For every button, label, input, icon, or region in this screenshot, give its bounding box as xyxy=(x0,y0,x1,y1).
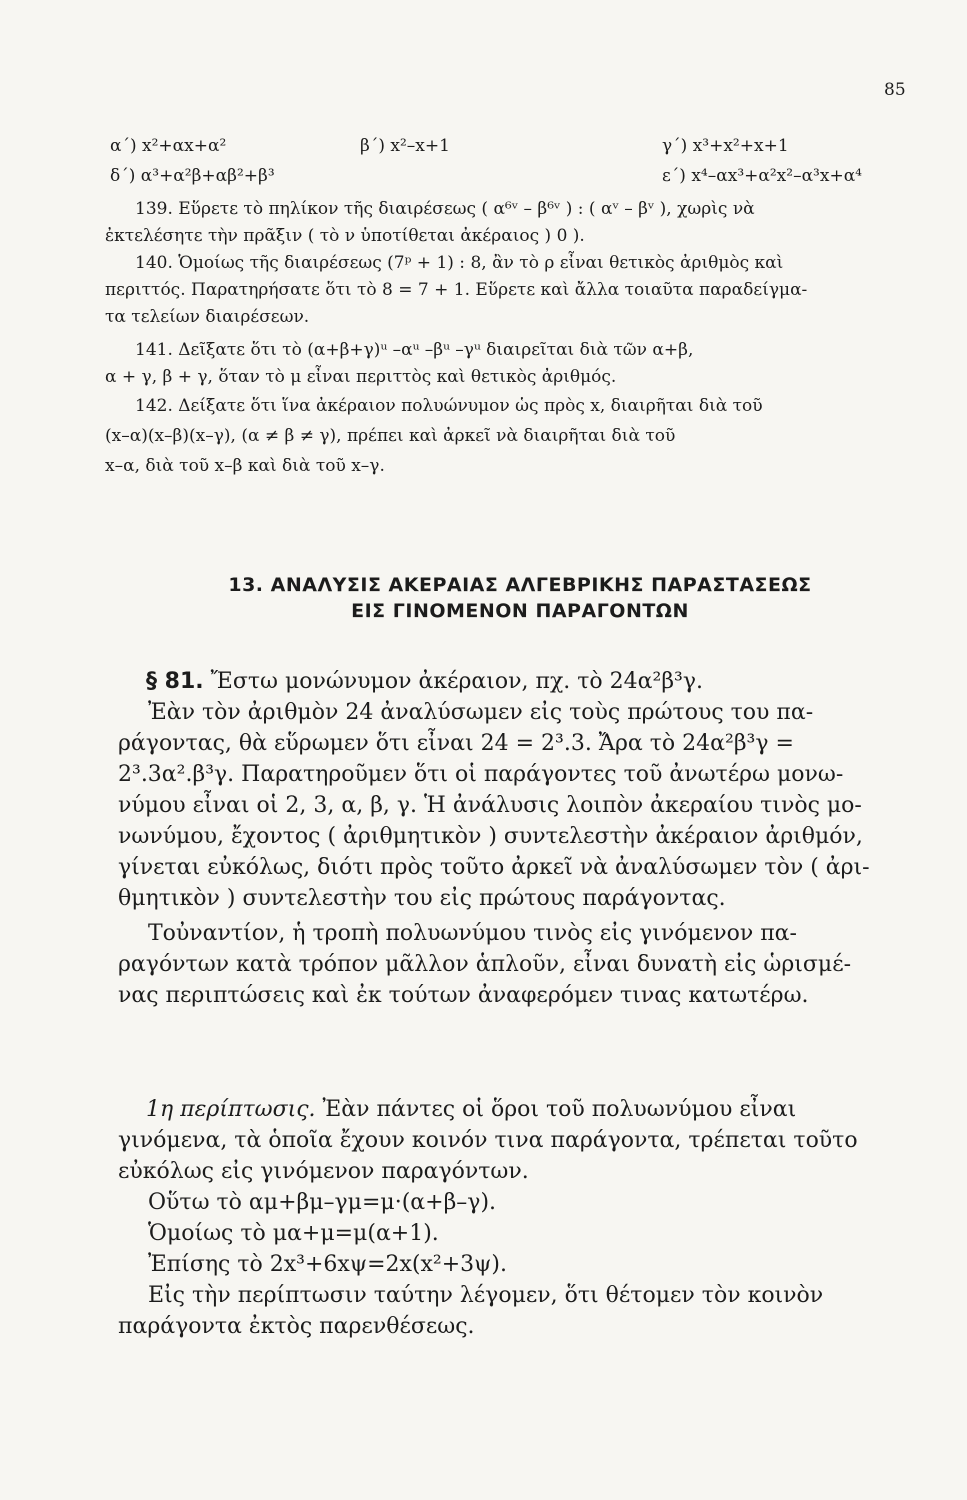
exercise-141-line: α + γ, β + γ, ὅταν τὸ μ εἶναι περιττὸς καὶ θετικὸς ἀριθμός. xyxy=(105,367,617,387)
paragraph-line: Ἐὰν πάντες οἱ ὅροι τοῦ πολυωνύμου εἶναι xyxy=(315,1097,797,1122)
exercise-142-line: 142. Δείξατε ὅτι ἵνα ἀκέραιον πολυώνυμον ὡς πρὸς x, διαιρῆται διὰ τοῦ xyxy=(135,396,763,416)
exercise-142-line: x–α, διὰ τοῦ x–β καὶ διὰ τοῦ x–γ. xyxy=(105,456,385,476)
paragraph-line: Τοὐναντίον, ἡ τροπὴ πολυωνύμου τινὸς εἰς γινόμενον πα- xyxy=(148,921,797,946)
exercises-block xyxy=(105,196,925,480)
section-heading-line: 13. ΑΝΑΛΥΣΙΣ ΑΚΕΡΑΙΑΣ ΑΛΓΕΒΡΙΚΗΣ ΠΑΡΑΣΤΑΣΕΩΣ xyxy=(228,574,812,596)
paragraph-line: εὐκόλως εἰς γινόμενον παραγόντων. xyxy=(118,1159,529,1184)
case-1-first-line xyxy=(118,1094,918,1125)
paragraph-81 xyxy=(118,666,918,1011)
exercise-142-line: (x–α)(x–β)(x–γ), (α ≠ β ≠ γ), πρέπει καὶ ἀρκεῖ νὰ διαιρῆται διὰ τοῦ xyxy=(105,426,676,446)
exercise-part-c: γ΄) x³+x²+x+1 xyxy=(662,136,789,156)
example-line: Οὕτω τὸ αμ+βμ–γμ=μ·(α+β–γ). xyxy=(148,1190,497,1215)
exercise-part-e: ε΄) x⁴–αx³+α²x²–α³x+α⁴ xyxy=(662,166,862,186)
exercise-140-line: 140. Ὁμοίως τῆς διαιρέσεως (7ᵖ + 1) : 8, ἂν τὸ ρ εἶναι θετικὸς ἀριθμὸς καὶ xyxy=(135,253,784,273)
exercise-140-line: τα τελείων διαιρέσεων. xyxy=(105,307,310,327)
exercise-part-a: α΄) x²+αx+α² xyxy=(110,136,227,156)
exercise-part-b: β΄) x²–x+1 xyxy=(360,136,450,156)
section-heading-line: ΕΙΣ ΓΙΝΟΜΕΝΟΝ ΠΑΡΑΓΟΝΤΩΝ xyxy=(351,600,689,622)
paragraph-line: γίνεται εὐκόλως, διότι πρὸς τοῦτο ἀρκεῖ νὰ ἀναλύσωμεν τὸν ( ἀρι- xyxy=(118,855,870,880)
paragraph-line: Ἔστω μονώνυμον ἀκέραιον, πχ. τὸ 24α²β³γ. xyxy=(210,669,704,694)
exercise-141 xyxy=(105,337,925,391)
paragraph-line: Εἰς τὴν περίπτωσιν ταύτην λέγομεν, ὅτι θέτομεν τὸν κοινὸν xyxy=(148,1283,824,1308)
paragraph-line: νύμου εἶναι οἱ 2, 3, α, β, γ. Ἡ ἀνάλυσις λοιπὸν ἀκεραίου τινὸς μο- xyxy=(118,793,862,818)
page-number: 85 xyxy=(884,80,906,100)
paragraph-line: Ἐὰν τὸν ἀριθμὸν 24 ἀναλύσωμεν εἰς τοὺς πρώτους του πα- xyxy=(148,700,814,725)
paragraph-line: νωνύμου, ἔχοντος ( ἀριθμητικὸν ) συντελεστὴν ἀκέραιον ἀριθμόν, xyxy=(118,824,863,849)
example-line: Ἐπίσης τὸ 2x³+6xψ=2x(x²+3ψ). xyxy=(148,1252,507,1277)
paragraph-81-first-line xyxy=(118,666,918,697)
paragraph-line: γινόμενα, τὰ ὁποῖα ἔχουν κοινόν τινα παράγοντα, τρέπεται τοῦτο xyxy=(118,1128,858,1153)
exercise-part-d: δ΄) α³+α²β+αβ²+β³ xyxy=(110,166,275,186)
exercise-140 xyxy=(105,250,925,331)
paragraph-line: παράγοντα ἐκτὸς παρενθέσεως. xyxy=(118,1314,475,1339)
paragraph-line: ράγοντας, θὰ εὕρωμεν ὅτι εἶναι 24 = 2³.3. Ἄρα τὸ 24α²β³γ = xyxy=(118,731,794,756)
exercise-139 xyxy=(105,196,925,250)
exercise-parts xyxy=(110,132,920,192)
section-marker: § 81. xyxy=(146,669,204,694)
exercise-141-line: 141. Δεῖξατε ὅτι τὸ (α+β+γ)ᵘ –αᵘ –βᵘ –γᵘ διαιρεῖται διὰ τῶν α+β, xyxy=(135,340,694,360)
example-line: Ὁμοίως τὸ μα+μ=μ(α+1). xyxy=(148,1221,439,1246)
section-heading xyxy=(120,572,920,624)
exercise-140-line: περιττός. Παρατηρήσατε ὅτι τὸ 8 = 7 + 1. Εὕρετε καὶ ἄλλα τοιαῦτα παραδείγμα- xyxy=(105,280,808,300)
case-1 xyxy=(118,1094,918,1342)
paragraph-line: 2³.3α².β³γ. Παρατηροῦμεν ὅτι οἱ παράγοντες τοῦ ἀνωτέρω μονω- xyxy=(118,762,844,787)
exercise-142 xyxy=(105,393,925,480)
exercise-139-line: 139. Εὕρετε τὸ πηλίκον τῆς διαιρέσεως ( α⁶ᵛ – β⁶ᵛ ) : ( αᵛ – βᵛ ), χωρὶς νὰ xyxy=(135,199,755,219)
paragraph-line: ραγόντων κατὰ τρόπον μᾶλλον ἁπλοῦν, εἶναι δυνατὴ εἰς ὡρισμέ- xyxy=(118,952,852,977)
exercise-139-line: ἐκτελέσητε τὴν πρᾶξιν ( τὸ ν ὑποτίθεται ἀκέραιος ) 0 ). xyxy=(105,226,585,246)
case-label: 1η περίπτωσις. xyxy=(146,1097,316,1122)
paragraph-line: νας περιπτώσεις καὶ ἐκ τούτων ἀναφερόμεν τινας κατωτέρω. xyxy=(118,983,809,1008)
paragraph-line: θμητικὸν ) συντελεστὴν του εἰς πρώτους παράγοντας. xyxy=(118,886,726,911)
